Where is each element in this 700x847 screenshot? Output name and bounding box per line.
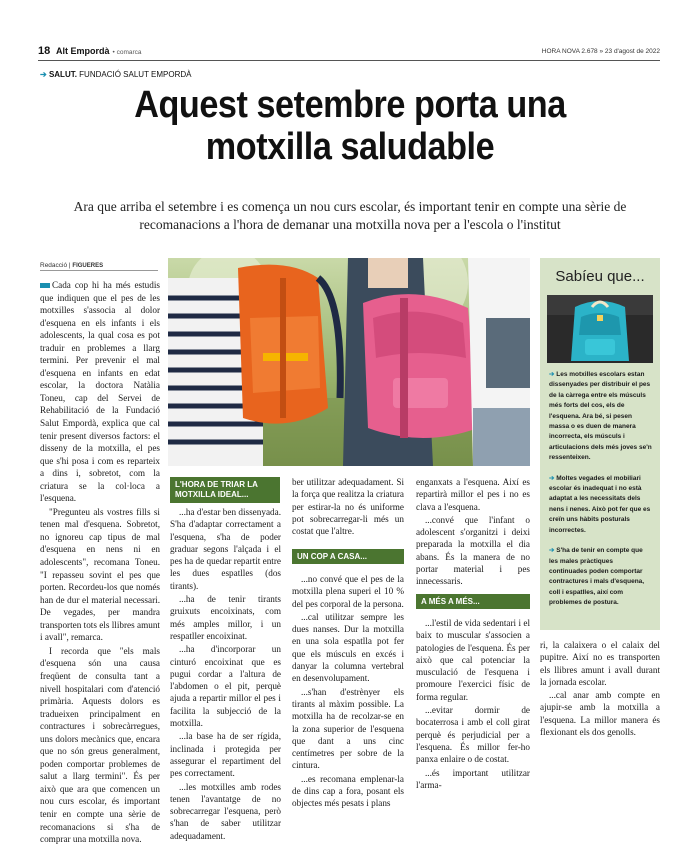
sidebar-item bbox=[549, 474, 653, 536]
paragraph-text: Cada cop hi ha més estudis que indiquen que el pes de les motxilles s'associa al dolor d'esquena en els infants i els adolescents, la qual cosa es pot traduir en problemes a llarg termini. Per prevenir el mal d'esquena en infants en edat escolar, la doctora Natàlia Toneu, cap del Servei de Rehabilitació de la Fundació Salut Empordà, explica que cal tenir present diversos factors: el disseny de la motxilla, el pes que s'hi posa i com es reparteix a dins i, sobretot, com la criatura se la col·loca a l'esquena. bbox=[40, 280, 160, 504]
paragraph: ...convé que l'infant o adolescent s'organitzi i deixi preparada la motxilla el dia abans. És la manera de no portar material i pes innecessaris. bbox=[416, 514, 530, 587]
paragraph: ...cal utilitzar sempre les dues nanses. Dur la motxilla en una sola espatlla pot fer que els músculs en excés i danyar la columna vertebral en desenvolupament. bbox=[292, 611, 404, 684]
sidebar-item-text: S'ha de tenir en compte que les males pràctiques continuades poden comportar contractures i mals d'esquena, coll i espatlles, així com problemes de postura. bbox=[549, 547, 645, 607]
paragraph: ...s'han d'estrènyer els tirants al màxim possible. La motxilla ha de recolzar-se en la zona superior de l'esquena que dant a uns cinc centímetres per sobre de la cintura. bbox=[292, 686, 404, 771]
paragraph: ...la base ha de ser rígida, inclinada i protegida per assegurar el repartiment del pes correctament. bbox=[170, 731, 281, 779]
column-1 bbox=[40, 279, 160, 847]
sidebar-text bbox=[549, 370, 653, 619]
issue-date: HORA NOVA 2.678 » 23 d'agost de 2022 bbox=[541, 48, 660, 55]
paragraph: ...ha d'estar ben dissenyada. S'ha d'adaptar correctament a l'esquena, s'ha de poder graduar segons l'alçada i el pes ha de quedar repartit entre les dues espatlles (dos tirants). bbox=[170, 507, 281, 591]
sidebar-item-text: Moltes vegades el mobiliari escolar és inadequat i no està adaptat a les necessitats dels nens i nenes. Això pot fer que es creïn uns hàbits posturals incorrectes. bbox=[549, 474, 651, 534]
column-5 bbox=[540, 639, 660, 739]
subhead-triar: L'HORA DE TRIAR LA MOTXILLA IDEAL... bbox=[170, 477, 280, 503]
paragraph: ...cal anar amb compte en ajupir-se amb la motxilla a l'esquena. La millor manera és flexionant els dos genolls. bbox=[540, 690, 660, 738]
sidebar-item-text: Les motxilles escolars estan dissenyades per distribuir el pes de la càrrega entre els músculs més forts del cos, els de l'esquena. Ara bé, si pesen massa o es duen de manera incorrecta, els músculs i articulacions dels més joves se'n ressenteixen. bbox=[549, 371, 652, 462]
paragraph: ...es recomana emplenar-la de dins cap a fora, posant els objectes més pesats i plans bbox=[292, 773, 404, 809]
column-4 bbox=[416, 617, 530, 792]
subhead-mes: A MÉS A MÉS... bbox=[416, 594, 530, 609]
paragraph: ...les motxilles amb rodes tenen l'avantatge de no sobrecarregar l'esquena, però s'han de saber utilitzar adequadament. bbox=[170, 781, 281, 841]
sidebar-item bbox=[549, 546, 653, 608]
arrow-icon: ➔ bbox=[549, 371, 555, 378]
arrow-icon: ➔ bbox=[549, 547, 555, 555]
subhead-cop: UN COP A CASA... bbox=[292, 549, 404, 564]
section-name bbox=[56, 46, 142, 56]
article-subtitle: Ara que arriba el setembre i es comença un nou curs escolar, és important tenir en compte una sèrie de recomanacions a l'hora de demanar una motxilla nova per a l'escola o l'institut bbox=[73, 199, 627, 232]
paragraph: I recorda que "els mals d'esquena són una causa freqüent de consulta tant a nivell hospitalari com d'atenció primària. Aquests dolors es tradueixen principalment en contractures i sobrecàrregues, uns dolors mecànics que, encara que no són greus generalment, poden comportar problemes de salut a llarg termini". És per això que ara que comencen un nou curs escolar, és important tenir en compte una sèrie de recomanacions si s'ha de comprar una motxilla nova. bbox=[40, 645, 160, 845]
arrow-icon: ➔ bbox=[40, 70, 47, 79]
did-you-know-box bbox=[540, 258, 660, 630]
article-title: Aquest setembre porta una motxilla saludable bbox=[134, 84, 566, 168]
paragraph: enganxats a l'esquena. Així es repartirà millor el pes i no es clava a l'esquena. bbox=[416, 477, 530, 512]
paragraph: ...és important utilitzar l'arma- bbox=[416, 767, 530, 790]
kicker bbox=[40, 70, 191, 79]
paragraph bbox=[40, 279, 160, 505]
sidebar-item bbox=[549, 370, 653, 464]
arrow-icon: ➔ bbox=[549, 474, 555, 482]
page-number: 18 bbox=[38, 45, 51, 57]
column-2 bbox=[170, 506, 281, 843]
sidebar-title: Sabíeu que... bbox=[555, 268, 645, 285]
paragraph: ...no convé que el pes de la motxilla plena superi el 10 % del pes corporal de la persona. bbox=[292, 574, 404, 609]
backpack-photo bbox=[547, 295, 653, 363]
kicker-label: SALUT. bbox=[48, 70, 77, 79]
section-sub: • comarca bbox=[112, 49, 142, 56]
byline bbox=[40, 262, 158, 271]
page-header bbox=[38, 46, 660, 61]
paragraph: ber utilitzar adequadament. Si la força que realitza la criatura per estirar-la no és uniforme pot sobrecarregar-li més un costat que l'altre. bbox=[292, 477, 404, 537]
paragraph: ...ha d'incorporar un cinturó encoixinat que es pugui cordar a l'altura de l'abdomen o el pit, perquè ajuda a repartir millor el pes i facilita la subjecció de la motxilla. bbox=[170, 644, 281, 729]
children-backpacks-illustration bbox=[168, 258, 530, 466]
paragraph: "Pregunteu als vostres fills si tenen mal d'esquena. Sobretot, no ignoreu cap tipus de mal d'esquena en nens ni en adolescents", recomana Toneu. "I repasseu sovint el pes que porten. Recordeu-los que només han de dur el material necessari. De vegades, per mandra transporten tots els llibres amunt i avall", remarca. bbox=[40, 506, 160, 643]
paragraph: ...ha de tenir tirants gruixuts encoixinats, com més amples millor, i un respatller encoixinat. bbox=[170, 594, 281, 641]
paragraph: ...l'estil de vida sedentari i el baix to muscular s'associen a patologies de l'esquena. És per això que cal potenciar la musculació de l'esquena i promoure l'exercici físic de forma regular. bbox=[416, 618, 530, 702]
lead-marker-icon bbox=[40, 283, 50, 288]
column-3 bbox=[292, 573, 404, 811]
section-label: Alt Empordà bbox=[56, 46, 110, 56]
paragraph: ...evitar dormir de bocaterrosa i amb el coll girat perquè és perjudicial per a l'esquena. És millor fer-ho panxa enlaire o de costat. bbox=[416, 705, 530, 765]
column-4-top bbox=[416, 476, 530, 589]
paragraph: ri, la calaixera o el calaix del pupitre. Així no es transporten els llibres amunt i avall durant la jornada escolar. bbox=[540, 640, 660, 687]
byline-place: FIGUERES bbox=[72, 263, 104, 269]
byline-author: Redacció | bbox=[40, 262, 71, 269]
article-photo bbox=[168, 258, 530, 466]
column-3-top bbox=[292, 476, 404, 538]
kicker-source: FUNDACIÓ SALUT EMPORDÀ bbox=[79, 70, 192, 79]
